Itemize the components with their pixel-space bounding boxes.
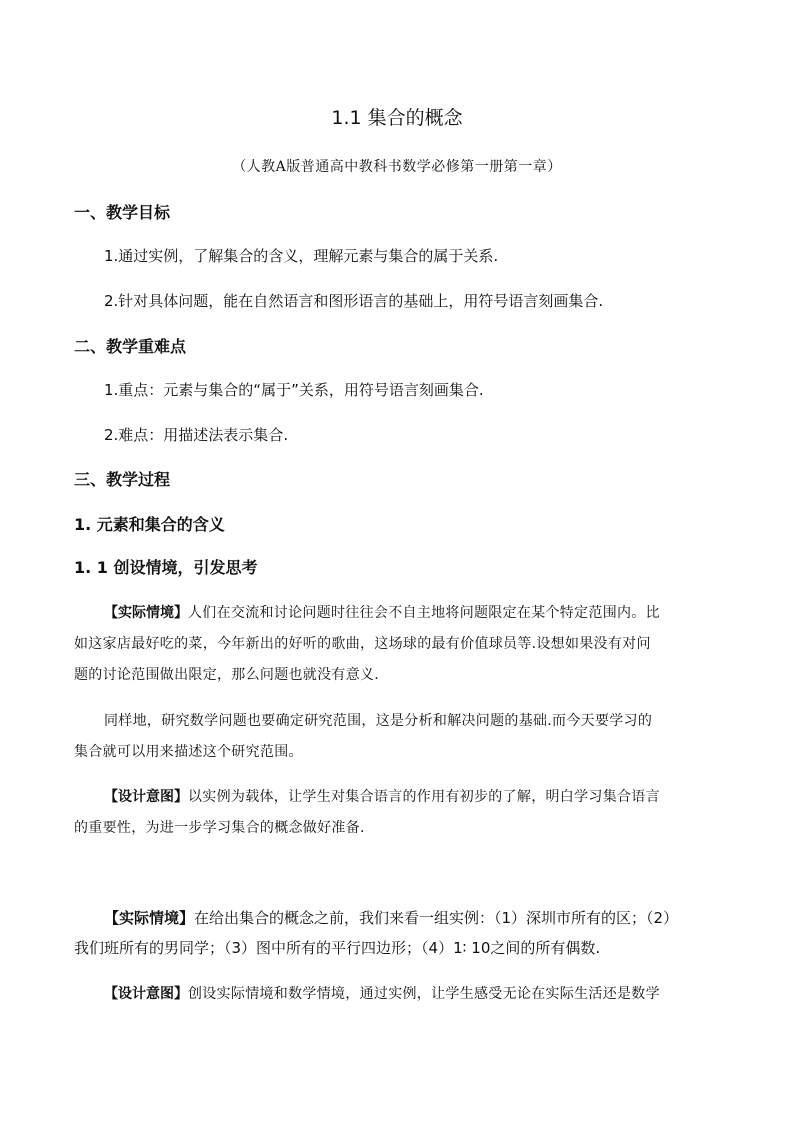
paragraph-design-2-line-1 [104,984,660,1004]
section-heading-key-points: 二、教学重难点 [74,337,187,356]
paragraph-text: 人们在交流和讨论问题时往往会不自主地将问题限定在某个特定范围内。比 [188,605,660,621]
paragraph-2-line-2: 集合就可以用来描述这个研究范围。 [74,744,303,760]
paragraph-text: 以实例为载体，让学生对集合语言的作用有初步的了解，明白学习集合语言 [188,789,660,805]
page-subtitle: （人教A版普通高中教科书数学必修第一册第一章） [232,159,562,175]
paragraph-situation-1-line-1 [104,603,660,623]
section-heading-goals: 一、教学目标 [74,203,171,222]
paragraph-situation-1-line-2: 如这家店最好吃的菜，今年新出的好听的歌曲，这场球的最有价值球员等.设想如果没有对问 [74,636,651,652]
key-point-item-1: 1.重点：元素与集合的“属于”关系，用符号语言刻画集合. [104,381,484,399]
situation-tag: 【实际情境】 [104,909,195,927]
subsection-heading-1-1: 1. 1 创设情境，引发思考 [74,558,258,577]
paragraph-text: 在给出集合的概念之前，我们来看一组实例：（1）深圳市所有的区；（2） [194,909,679,927]
design-tag: 【设计意图】 [104,986,188,1002]
paragraph-situation-2-line-2: 我们班所有的男同学；（3）图中所有的平行四边形；（4）1∶ 10之间的所有偶数. [74,939,601,957]
key-point-item-2: 2.难点：用描述法表示集合. [104,426,289,444]
page-title: 1.1 集合的概念 [331,107,463,129]
situation-tag: 【实际情境】 [104,605,188,621]
goal-item-1: 1.通过实例，了解集合的含义，理解元素与集合的属于关系. [104,247,499,265]
paragraph-situation-2-line-1 [104,908,678,928]
paragraph-design-1-line-1 [104,787,660,807]
design-tag: 【设计意图】 [104,789,188,805]
paragraph-text: 创设实际情境和数学情境，通过实例，让学生感受无论在实际生活还是数学 [188,986,660,1002]
paragraph-situation-1-line-3: 题的讨论范围做出限定，那么问题也就没有意义. [74,667,380,683]
paragraph-design-1-line-2: 的重要性，为进一步学习集合的概念做好准备. [74,820,365,836]
subsection-heading-1: 1. 元素和集合的含义 [74,515,225,534]
goal-item-2: 2.针对具体问题，能在自然语言和图形语言的基础上，用符号语言刻画集合. [104,292,604,310]
section-heading-process: 三、教学过程 [74,470,171,489]
paragraph-2-line-1: 同样地，研究数学问题也要确定研究范围，这是分析和解决问题的基础.而今天要学习的 [104,713,653,729]
